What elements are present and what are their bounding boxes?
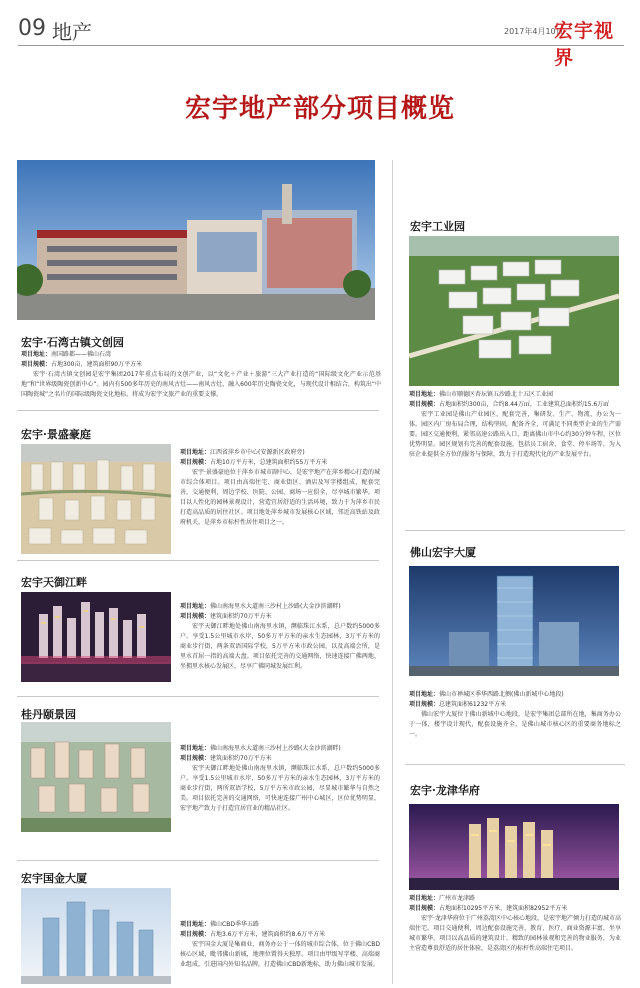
shiwan-title: 宏宇·石湾古镇文创园 — [21, 336, 124, 349]
jingsheng-scale: 占地10万平方米，总建筑面积约55万平方米 — [210, 459, 328, 466]
foshan-tower-meta: 项目地址：佛山市禅城区季华西路北侧(佛山新城中心地段) 项目规模：总建筑面积61232平方米 — [409, 691, 564, 708]
guidan-photo — [21, 722, 171, 832]
divider — [17, 410, 379, 411]
jingsheng-meta: 项目地址：江西省萍乡市中心(安源新区政府旁) 项目规模：占地10万平方米，总建筑面积约55万平方米 — [180, 449, 328, 466]
foshan-tower-photo — [409, 566, 619, 676]
shiwan-scale: 占地300亩，建筑面积90万平方米 — [51, 361, 143, 368]
tianyu-location: 佛山南海里水大道南三沙村上沙路(大金沙滨湖畔) — [210, 603, 341, 610]
brand-logo: 宏宇视界 — [554, 20, 615, 69]
foshan-tower-scale: 总建筑面积61232平方米 — [439, 701, 507, 708]
tianyu-scale: 建筑面积约70万平方米 — [210, 613, 272, 620]
column-divider — [392, 160, 393, 984]
jingsheng-description: 宏宇·景盛豪庭位于萍乡市城市副中心，是宏宇地产在萍乡精心打造的城市综合体项目。项目由高端住宅、商业街区、酒店及写字楼组成，配套完善，交通便利，周边学校、医院、公园、商场一应俱全，尽享城市繁华。项目以人性化的园林景观设计，营造宜居舒适的生活环境，致力于为萍乡市民打造高品质的居住社区。项目地处萍乡城市发展核心区域，邻近高铁站及政府机关，是萍乡市标杆性居住项目之一。 — [180, 469, 380, 526]
industrial-description: 宏宇工业园是佛山产业园区，配套完善，集研发、生产、物流、办公为一体。园区内厂房布局合理，结构坚固，配备齐全，可满足不同类型企业的生产需要。园区交通便利，紧邻高速公路出入口，距离佛山市中心约30分钟车程，区位优势明显。园区规划有完善的配套设施，包括员工宿舍、食堂、停车场等，为入驻企业提供全方位的服务与保障，致力于打造现代化的产业发展平台。 — [409, 411, 621, 458]
tianyu-description: 宏宇天御江畔地处佛山南海里水镇，濒临珠江水系，总户数约5000多户。享受1.5公里城市水岸，50多万平方米的亲水生态园林，3万平方米的商业步行街，两条双语国际学校，5万平方米市政公园，以及高端会所，是里水首屈一指的高端大盘。项目依托完善的交通网络，快速连接广佛两地，坐拥里水核心发展区，尽享广佛同城发展红利。 — [180, 623, 380, 670]
industrial-meta: 项目地址：佛山市顺德区杏坛镇五沙路北十五区工业园 项目规模：占地面积约300亩，合约8.44万㎡，工业建筑总面积约15.6万㎡ — [409, 391, 610, 408]
guojin-location: 佛山CBD季华五路 — [210, 921, 259, 928]
guojin-meta: 项目地址：佛山CBD季华五路 项目规模：占地3.6万平方米，建筑面积约8.6万平方米 — [180, 921, 326, 938]
section-name: 地产 — [52, 20, 92, 44]
longjin-meta: 项目地址：广州市龙津路 项目规模：占地面积10295平方米，建筑面积82952平方米 — [409, 895, 568, 912]
jingsheng-title: 宏宇·景盛豪庭 — [21, 428, 91, 441]
guidan-title: 桂丹颐景园 — [21, 708, 76, 721]
foshan-tower-location: 佛山市禅城区季华西路北侧(佛山新城中心地段) — [439, 691, 564, 698]
divider — [17, 860, 379, 861]
guidan-description: 宏宇天御江畔地处佛山南海里水镇，濒临珠江水系，总户数约5000多户。享受1.5公里城市水岸，50多万平方米的亲水生态园林，3万平方米的商业步行街，两所双语学校，5万平方米市政公园，尽显城市繁华与自然之美。项目依托完善的交通网络，可快速连接广州中心城区，区位优势明显，宏宇地产致力于打造宜居宜业的精品社区。 — [180, 765, 380, 812]
industrial-scale: 占地面积约300亩，合约8.44万㎡，工业建筑总面积约15.6万㎡ — [439, 401, 610, 408]
page-header — [18, 6, 624, 69]
guidan-meta: 项目地址：佛山南海里水大道南三沙村上沙路(大金沙滨湖畔) 项目规模：建筑面积约70万平方米 — [180, 745, 341, 762]
guidan-location: 佛山南海里水大道南三沙村上沙路(大金沙滨湖畔) — [210, 745, 341, 752]
foshan-tower-description: 佛山宏宇大厦位于佛山新城中心地段，是宏宇集团总部所在地，集商务办公于一体，楼宇设计现代，配套设施齐全，是佛山城市核心区的重要商务地标之一。 — [409, 711, 621, 738]
longjin-location: 广州市龙津路 — [439, 895, 476, 902]
shiwan-description: 宏宇·石湾古镇文创园是宏宇集团2017年重点布局的文创产业，以“文化＋产业＋旅游”三大产业打造的“国际级文化产业示范基地”和“世界级陶瓷创新中心”。园内有500多年历史的南风古灶——南风古灶，融入600年历史陶瓷文化，与现代设计相结合，构筑出“中国陶瓷城”之名片的国际级陶瓷文化地标，将成为宏宇文旅产业的重要支撑。 — [21, 371, 381, 398]
industrial-title: 宏宇工业园 — [410, 220, 465, 233]
divider — [17, 696, 379, 697]
tianyu-photo — [21, 592, 171, 682]
divider — [405, 764, 625, 765]
foshan-tower-title: 佛山宏宇大厦 — [410, 546, 476, 559]
guojin-photo — [21, 888, 171, 984]
guidan-scale: 建筑面积约70万平方米 — [210, 755, 272, 762]
longjin-scale: 占地面积10295平方米，建筑面积82952平方米 — [439, 905, 568, 912]
longjin-photo — [409, 804, 619, 890]
jingsheng-photo — [21, 444, 171, 554]
guojin-description: 宏宇国金大厦是集商业、商务办公于一体的城市综合体，位于佛山CBD核心区域，毗邻佛山新城，地理位置得天独厚。项目由甲级写字楼、高端商业组成，引进国内外知名品牌，打造佛山CBD新地标，助力佛山城市发展。 — [180, 941, 380, 968]
longjin-title: 宏宇·龙津华府 — [410, 784, 480, 797]
shiwan-meta: 项目地址：南国路都——佛山石湾 项目规模：占地300亩，建筑面积90万平方米 — [21, 351, 143, 368]
guojin-title: 宏宇国金大厦 — [21, 872, 87, 885]
guojin-scale: 占地3.6万平方米，建筑面积约8.6万平方米 — [210, 931, 326, 938]
tianyu-title: 宏宇天御江畔 — [21, 576, 87, 589]
longjin-description: 宏宇·龙津华府位于广州荔湾区中心核心地段，是宏宇地产倾力打造的城市高端住宅。项目交通便利，周边配套设施完善，教育、医疗、商业资源丰富，坐享城市繁华。项目以高品质的建筑设计、精致的园林景观和完善的物业服务，为业主营造尊贵舒适的居住体验，是荔湾区的标杆性高端住宅项目。 — [409, 915, 621, 952]
divider — [17, 560, 379, 561]
shiwan-location: 南国路都——佛山石湾 — [51, 351, 112, 358]
page-number: 09 — [18, 16, 46, 41]
divider — [405, 530, 625, 531]
issue-date: 2017年4月10日 — [504, 27, 564, 36]
industrial-location: 佛山市顺德区杏坛镇五沙路北十五区工业园 — [439, 391, 554, 398]
tianyu-meta: 项目地址：佛山南海里水大道南三沙村上沙路(大金沙滨湖畔) 项目规模：建筑面积约70万平方米 — [180, 603, 341, 620]
jingsheng-location: 江西省萍乡市中心(安源新区政府旁) — [210, 449, 305, 456]
shiwan-photo — [17, 160, 375, 320]
page-title: 宏宇地产部分项目概览 — [184, 94, 455, 124]
industrial-photo — [409, 236, 619, 386]
